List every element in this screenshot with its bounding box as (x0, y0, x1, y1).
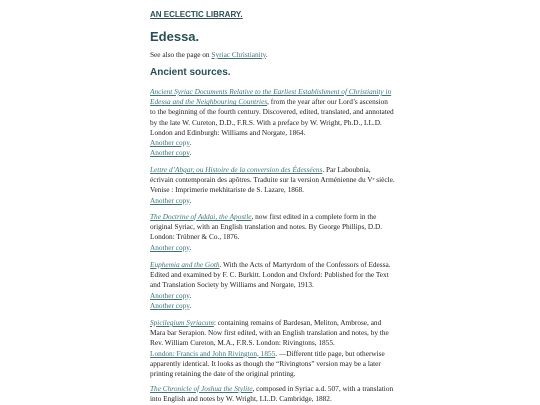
entry-title-link[interactable]: Spicilegium Syriacum (150, 318, 214, 327)
site-home-link[interactable]: AN ECLECTIC LIBRARY. (150, 10, 243, 19)
another-copy-link[interactable]: Another copy (150, 242, 190, 252)
section-title: Ancient sources. (150, 67, 231, 78)
entry-title-link[interactable]: Euphemia and the Goth (150, 260, 220, 269)
see-also-note: See also the page on Syriac Christianity. (150, 50, 268, 59)
source-entry: The Doctrine of Addai, the Apostle, now first edited in a complete form in the original Syriac, with an English translation and notes. By George Phillips, D.D. London: Trübner & Co., 1876. Another copy. (150, 212, 383, 252)
entry-title-link[interactable]: Ancient Syriac Documents Relative to the Earliest Establishment of Christianity in Edessa and the Neighbouring Countries (150, 87, 392, 107)
page-title: Edessa. (150, 29, 200, 44)
source-entry: Lettre d’Abgar, ou Histoire de la conversion des Édesséens. Par Laboubnia, écrivain contemporain des apôtres. Traduite sur la version Arménienne du Vᵉ siècle. Venise : Imprimerie mekhitariste de S. Lazare, 1868. Another copy. (150, 165, 395, 205)
source-entry: Euphemia and the Goth. With the Acts of Martyrdom of the Confessors of Edessa. Edited and examined by F. C. Burkitt. London and Oxford: Published for the Text and Translation Society by Williams and Norgate, 1913. Another copy. Another copy. (150, 260, 391, 310)
source-entry: The Chronicle of Joshua the Stylite, composed in Syriac a.d. 507, with a translation into English and notes by W. Wright, LL.D. Cambridge, 1882. (150, 384, 394, 404)
another-copy-link[interactable]: Another copy (150, 290, 190, 300)
another-copy-link[interactable]: Another copy (150, 148, 190, 158)
entry-title-link[interactable]: The Doctrine of Addai, the Apostle (150, 212, 252, 221)
another-copy-link[interactable]: Another copy (150, 300, 190, 310)
source-entry: Ancient Syriac Documents Relative to the Earliest Establishment of Christianity in Edessa and the Neighbouring Countries, from the year after our Lord’s ascension to the beginning of the fourth century. Discovered, edited, translated, and annotated by the late W. Cureton, D.D., F.R.S. With a preface by W. Wright, Ph.D., LL.D. London and Edinburgh: Williams and Norgate, 1864. Another copy. Another copy. (150, 87, 394, 158)
another-copy-link[interactable]: Another copy (150, 195, 190, 205)
entry-title-link[interactable]: Lettre d’Abgar, ou Histoire de la conversion des Édesséens (150, 165, 323, 174)
syriac-christianity-link[interactable]: Syriac Christianity (211, 50, 266, 59)
source-entry: Spicilegium Syriacum: containing remains of Bardesan, Meliton, Ambrose, and Mara bar Serapion. Now first edited, with an English translation and notes, by the Rev. William Cureton, M.A., F.R.S. London: Rivingtons, 1855. London: Francis and John Rivington, 1855. —Different title page, but otherwise apparently identical. It looks as though the “Rivingtons” version may be a later printing retaining the date of the original printing. (150, 318, 389, 379)
edition-link[interactable]: London: Francis and John Rivington, 1855 (150, 348, 276, 358)
entry-title-link[interactable]: The Chronicle of Joshua the Stylite (150, 384, 253, 393)
another-copy-link[interactable]: Another copy (150, 138, 190, 148)
